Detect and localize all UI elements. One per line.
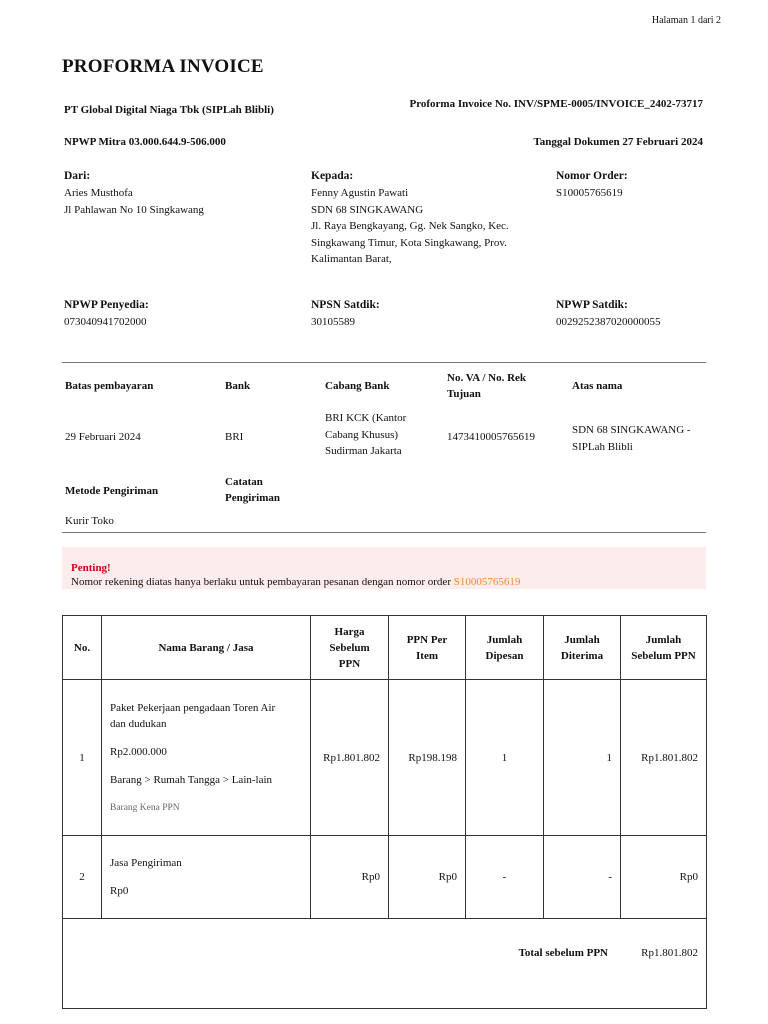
order-label: Nomor Order: [556,170,628,182]
recipient-address-line: Singkawang Timur, Kota Singkawang, Prov. [311,236,507,249]
bank-name: BRI [225,431,244,443]
col-price [311,616,389,680]
invoice-number: Proforma Invoice No. INV/SPME-0005/INVOICE_2402-73717 [409,98,703,110]
row-ordered: - [466,836,544,919]
shipping-note-header-line: Catatan [225,476,263,488]
sender-label: Dari: [64,170,91,182]
item-name-line: dan dudukan [110,717,167,730]
va-header-line: No. VA / No. Rek [447,372,527,384]
col-price-line: Harga [334,625,365,638]
row-description [102,680,311,836]
shipping-note-header-line: Pengiriman [225,492,280,504]
npwp-penyedia-value: 073040941702000 [64,316,147,328]
npsn-satdik-value: 30105589 [311,316,355,328]
order-block [556,170,628,202]
va-header-line: Tujuan [447,388,481,400]
item-name-line: Jasa Pengiriman [110,857,182,869]
npwp-mitra: NPWP Mitra 03.000.644.9-506.000 [64,136,226,148]
col-ordered-line: Jumlah [486,633,523,646]
row-subtotal: Rp1.801.802 [621,680,707,836]
branch-line: BRI KCK (Kantor [325,412,407,424]
payment-deadline-header: Batas pembayaran [65,380,154,392]
branch-line: Sudirman Jakarta [325,445,402,457]
table-row [63,836,707,919]
row-price: Rp1.801.802 [311,680,389,836]
order-number: S10005765619 [556,187,623,199]
row-ppn: Rp198.198 [389,680,466,836]
total-row [63,919,707,1009]
table-header-row [63,616,707,680]
row-description [102,836,311,919]
row-ordered: 1 [466,680,544,836]
total-value: Rp1.801.802 [641,947,698,959]
item-price: Rp2.000.000 [110,745,167,758]
document-date: Tanggal Dokumen 27 Februari 2024 [533,136,703,148]
divider [62,532,706,533]
col-subtotal-line: Sebelum PPN [631,649,696,662]
npwp-satdik-block [556,299,661,331]
branch-header: Cabang Bank [325,380,390,392]
row-received: 1 [544,680,621,836]
npwp-satdik-value: 0029252387020000055 [556,316,661,328]
row-price: Rp0 [311,836,389,919]
va-header [447,370,526,402]
item-tax-note: Barang Kena PPN [110,802,180,813]
notice-order-number: S10005765619 [453,576,521,588]
row-received: - [544,836,621,919]
branch-name [325,410,406,460]
col-ordered [466,616,544,680]
account-name-header: Atas nama [572,380,623,392]
row-subtotal: Rp0 [621,836,707,919]
notice-title: Penting! [71,562,111,574]
company-name: PT Global Digital Niaga Tbk (SIPLah Blibli) [64,104,274,116]
npsn-satdik-label: NPSN Satdik: [311,299,380,311]
col-price-line: PPN [338,657,361,670]
total-label: Total sebelum PPN [518,947,608,959]
col-ppn-line: PPN Per [406,633,448,646]
divider [62,362,706,363]
row-ppn: Rp0 [389,836,466,919]
va-number: 1473410005765619 [447,431,535,443]
item-price: Rp0 [110,885,129,897]
account-name [572,422,691,455]
page-title: PROFORMA INVOICE [62,56,264,77]
col-received [544,616,621,680]
payment-deadline: 29 Februari 2024 [65,431,141,443]
important-notice [62,547,706,589]
notice-text: Nomor rekening diatas hanya berlaku untuk pembayaran pesanan dengan nomor order [71,576,454,588]
sender-block [64,170,204,218]
npsn-satdik-block [311,299,380,331]
table-row [63,680,707,836]
item-category: Barang > Rumah Tangga > Lain-lain [110,773,273,786]
account-name-line: SDN 68 SINGKAWANG - [572,424,691,436]
shipping-method: Kurir Toko [65,515,114,527]
notice-text-line [71,576,520,588]
col-no: No. [63,616,102,680]
col-ppn [389,616,466,680]
shipping-note-header [225,474,280,506]
col-name: Nama Barang / Jasa [102,616,311,680]
recipient-name: Fenny Agustin Pawati [311,187,409,199]
recipient-address-line: Jl. Raya Bengkayang, Gg. Nek Sangko, Kec. [311,220,509,232]
items-table [62,615,707,1009]
page-indicator: Halaman 1 dari 2 [651,15,721,26]
col-received-line: Diterima [560,649,604,662]
npwp-penyedia-block [64,299,149,331]
col-ordered-line: Dipesan [485,649,524,662]
recipient-label: Kepada: [311,170,354,182]
account-name-line: SIPLah Blibli [572,440,633,453]
total-cell [63,919,707,1009]
col-ppn-line: Item [416,649,438,662]
col-subtotal-line: Jumlah [645,633,682,646]
sender-name: Aries Musthofa [64,187,133,199]
recipient-address-line: Kalimantan Barat, [311,253,392,265]
col-received-line: Jumlah [564,633,600,646]
col-subtotal [621,616,707,680]
recipient-block [311,170,509,268]
npwp-penyedia-label: NPWP Penyedia: [64,299,149,311]
sender-address: Jl Pahlawan No 10 Singkawang [64,203,204,216]
recipient-school: SDN 68 SINGKAWANG [311,203,424,216]
npwp-satdik-label: NPWP Satdik: [556,299,628,311]
branch-line: Cabang Khusus) [325,428,399,441]
row-no: 1 [63,680,102,836]
item-name-line: Paket Pekerjaan pengadaan Toren Air [110,701,276,714]
shipping-method-header: Metode Pengiriman [65,485,159,497]
col-price-line: Sebelum [329,641,370,654]
row-no: 2 [63,836,102,919]
bank-header: Bank [225,380,251,392]
